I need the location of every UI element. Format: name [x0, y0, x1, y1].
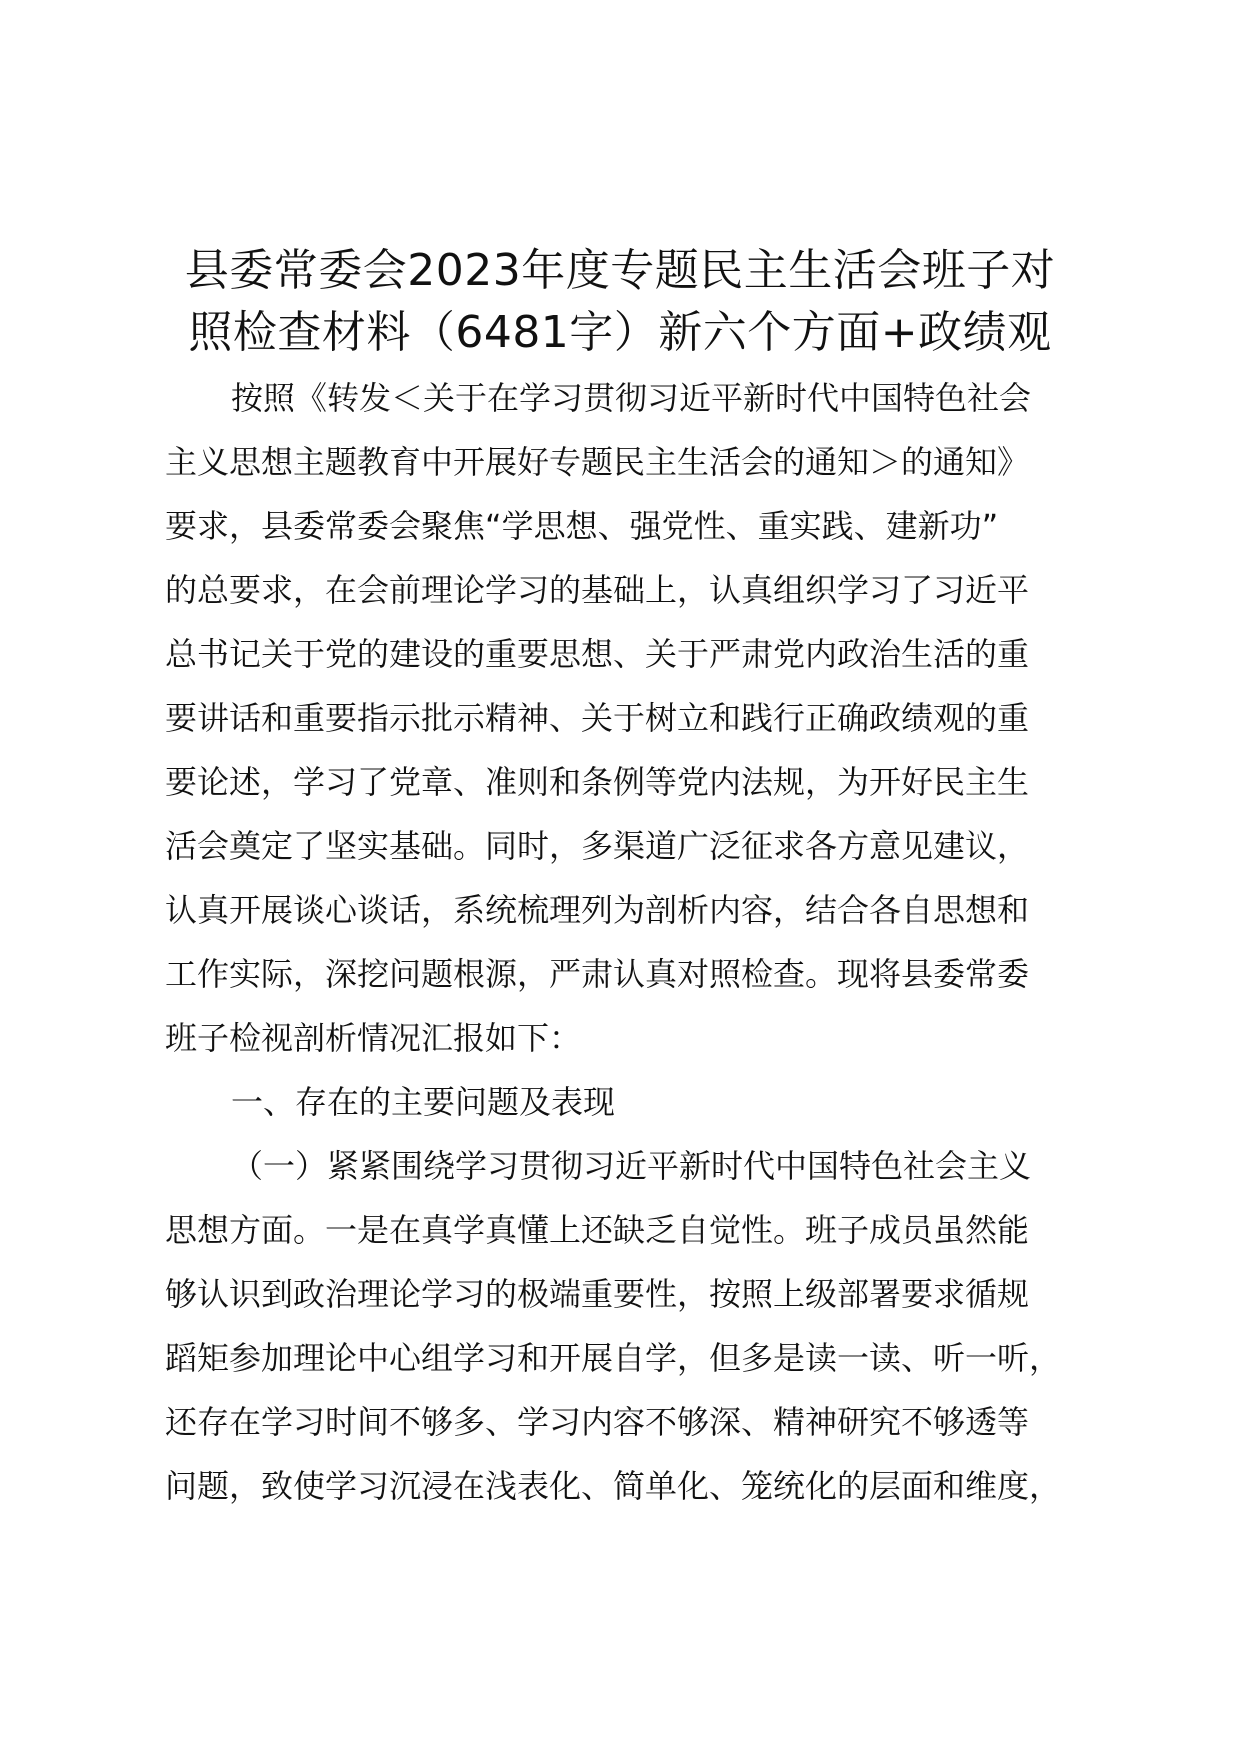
title-line-2: 照检查材料（6481字）新六个方面+政绩观 [188, 307, 1052, 358]
paragraph-line: 按照《转发＜关于在学习贯彻习近平新时代中国特色社会 [231, 379, 1032, 417]
paragraph-line: 工作实际，深挖问题根源，严肃认真对照检查。现将县委常委 [165, 955, 1030, 993]
paragraph-line: 班子检视剖析情况汇报如下： [165, 1019, 582, 1057]
paragraph-line: 主义思想主题教育中开展好专题民主生活会的通知＞的通知》 [165, 443, 1030, 481]
section-heading: 一、存在的主要问题及表现 [231, 1083, 616, 1121]
paragraph-line: 要讲话和重要指示批示精神、关于树立和践行正确政绩观的重 [165, 699, 1030, 737]
title-line-1: 县委常委会2023年度专题民主生活会班子对 [184, 245, 1056, 296]
document-title [150, 240, 1090, 364]
paragraph-line: 蹈矩参加理论中心组学习和开展自学，但多是读一读、听一听， [165, 1339, 1062, 1377]
paragraph-line: 还存在学习时间不够多、学习内容不够深、精神研究不够透等 [165, 1403, 1030, 1441]
paragraph-line: （一）紧紧围绕学习贯彻习近平新时代中国特色社会主义 [231, 1147, 1032, 1185]
paragraph-line: 认真开展谈心谈话，系统梳理列为剖析内容，结合各自思想和 [165, 891, 1030, 929]
paragraph-line: 活会奠定了坚实基础。同时，多渠道广泛征求各方意见建议， [165, 827, 1030, 865]
paragraph-line: 问题，致使学习沉浸在浅表化、简单化、笼统化的层面和维度， [165, 1467, 1062, 1505]
document-body [165, 366, 1125, 1518]
paragraph-line: 的总要求，在会前理论学习的基础上，认真组织学习了习近平 [165, 571, 1030, 609]
paragraph-line: 思想方面。一是在真学真懂上还缺乏自觉性。班子成员虽然能 [165, 1211, 1030, 1249]
paragraph-line: 总书记关于党的建设的重要思想、关于严肃党内政治生活的重 [165, 635, 1030, 673]
paragraph-line: 要论述，学习了党章、准则和条例等党内法规，为开好民主生 [165, 763, 1030, 801]
paragraph-line: 够认识到政治理论学习的极端重要性，按照上级部署要求循规 [165, 1275, 1030, 1313]
paragraph-line: 要求，县委常委会聚焦“学思想、强党性、重实践、建新功” [165, 507, 999, 545]
